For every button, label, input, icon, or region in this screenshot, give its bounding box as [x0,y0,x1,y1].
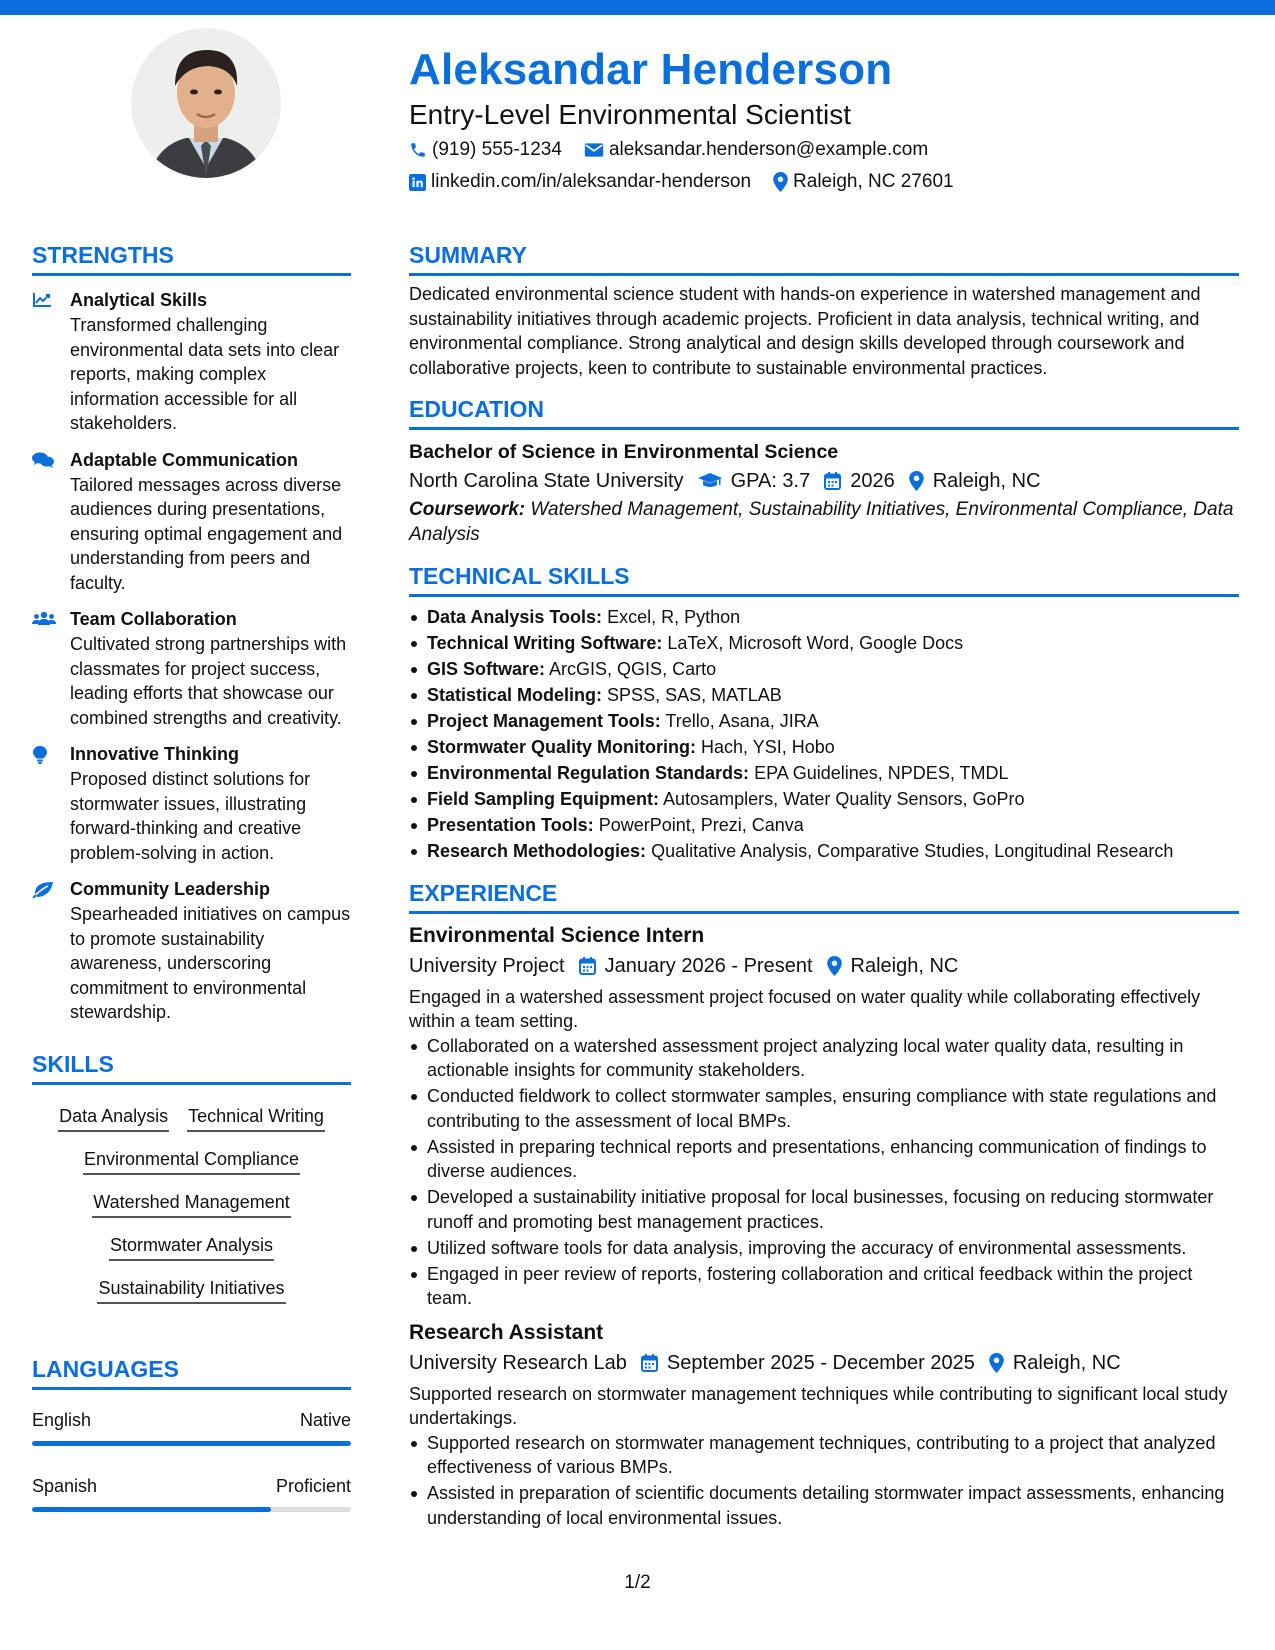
list-item: Research Methodologies: Qualitative Analysis, Comparative Studies, Longitudinal Research [409,839,1239,864]
coursework [409,498,1239,547]
phone-text: (919) 555-1234 [432,139,562,160]
graduation-year: 2026 [850,470,895,492]
experience-heading: EXPERIENCE [409,878,1239,914]
contact-row-1 [409,135,1239,165]
strength-desc: Spearheaded initiatives on campus to promote sustainability awareness, underscoring commitment to environmental stewardship. [70,904,351,1022]
chart-line-icon [32,292,52,308]
skills-list [32,1097,351,1312]
candidate-name: Aleksandar Henderson [409,45,893,94]
list-item: Assisted in preparing technical reports and presentations, enhancing communication of findings to diverse audiences. [409,1135,1239,1184]
gpa-text: GPA: 3.7 [730,470,811,492]
list-item: Supported research on stormwater management techniques, contributing to a project that analyzed effectiveness of various BMPs. [409,1431,1239,1480]
profile-photo [131,28,281,178]
list-item: Collaborated on a watershed assessment project analyzing local water quality data, resulting in actionable insights for community stakeholders. [409,1034,1239,1083]
phone-icon [409,141,427,159]
list-item: Stormwater Quality Monitoring: Hach, YSI, Hobo [409,735,1239,760]
list-item: Presentation Tools: PowerPoint, Prezi, Canva [409,813,1239,838]
list-item: Field Sampling Equipment: Autosamplers, Water Quality Sensors, GoPro [409,787,1239,812]
language-bar-fill [32,1441,351,1446]
technical-skills-section [409,561,1239,864]
list-item: GIS Software: ArcGIS, QGIS, Carto [409,657,1239,682]
resume-header [409,44,1239,197]
envelope-icon [584,142,604,158]
job-bullets [409,1034,1239,1311]
coursework-list: Watershed Management, Sustainability Initiatives, Environmental Compliance, Data Analysis [409,499,1234,545]
summary-heading: SUMMARY [409,240,1239,276]
map-pin-icon [909,471,924,491]
strength-title: Analytical Skills [70,290,208,310]
candidate-title: Entry-Level Environmental Scientist [409,99,851,130]
strength-desc: Tailored messages across diverse audiences during presentations, ensuring optimal engagement and understanding from peers and faculty. [70,474,343,593]
strength-desc: Cultivated strong partnerships with classmates for project success, leading efforts that showcase our combined strengths and creativity. [70,634,347,728]
language-bar [32,1441,351,1446]
list-item: Project Management Tools: Trello, Asana, JIRA [409,709,1239,734]
chat-bubbles-icon [32,452,54,468]
list-item: Conducted fieldwork to collect stormwater samples, ensuring compliance with state regulations and contributing to the assessment of local BMPs. [409,1084,1239,1133]
calendar-icon [824,472,841,490]
job-bullets [409,1431,1239,1531]
strength-title: Team Collaboration [70,609,237,629]
language-item [32,1408,351,1446]
job-description: Engaged in a watershed assessment project focused on water quality while collaborating effectively within a team setting. [409,986,1201,1031]
job-dates: September 2025 - December 2025 [666,1351,975,1374]
languages-heading: LANGUAGES [32,1354,351,1390]
strength-item [32,607,351,730]
list-item: Statistical Modeling: SPSS, SAS, MATLAB [409,683,1239,708]
skill-tag: Technical Writing [187,1103,325,1132]
strength-item [32,742,351,865]
map-pin-icon [827,956,842,976]
left-column [32,240,351,1512]
users-icon [32,611,56,627]
graduation-cap-icon [698,473,722,490]
language-level: Native [299,1409,351,1430]
job-title: Environmental Science Intern [409,923,705,947]
map-pin-icon [989,1353,1004,1373]
job-dates: January 2026 - Present [604,954,813,977]
linkedin-contact[interactable] [409,167,751,197]
language-level: Proficient [275,1475,351,1496]
skills-heading: SKILLS [32,1049,351,1085]
job-org: University Research Lab [409,1351,627,1374]
education-meta [409,466,1239,496]
skill-tag: Environmental Compliance [83,1146,300,1175]
job-org: University Project [409,954,565,977]
language-name: English [32,1409,92,1430]
summary-text: Dedicated environmental science student with hands-on experience in watershed management and sustainability initiatives through academic projects. Proficient in data analysis, technical writing, and environmental compliance. Strong analytical and design skills developed through coursework and collaborative projects, keen to contribute to sustainable environmental practices. [409,284,1201,378]
skill-tag: Stormwater Analysis [109,1232,274,1261]
location-text: Raleigh, NC 27601 [793,171,954,192]
linkedin-icon [409,174,426,191]
top-accent-bar [0,0,1275,15]
email-contact[interactable] [584,135,928,165]
coursework-label: Coursework: [409,499,526,520]
degree-title: Bachelor of Science in Environmental Science [409,441,839,463]
list-item: Developed a sustainability initiative proposal for local businesses, focusing on reducing stormwater runoff and promoting best management practices. [409,1185,1239,1234]
skill-tag: Data Analysis [58,1103,169,1132]
linkedin-text: linkedin.com/in/aleksandar-henderson [431,171,752,192]
job-meta [409,951,1239,981]
calendar-icon [641,1354,658,1372]
list-item: Technical Writing Software: LaTeX, Microsoft Word, Google Docs [409,631,1239,656]
strength-item [32,288,351,436]
skill-tag: Watershed Management [92,1189,290,1218]
lightbulb-icon [32,746,48,764]
phone-contact[interactable] [409,135,562,165]
job-meta [409,1348,1239,1378]
education-location: Raleigh, NC [932,470,1041,492]
job-location: Raleigh, NC [850,954,959,977]
location-contact [773,167,954,197]
school-name: North Carolina State University [409,470,684,492]
leaf-icon [32,881,54,899]
technical-skills-heading: TECHNICAL SKILLS [409,561,1239,597]
contact-row-2 [409,167,1239,197]
list-item: Environmental Regulation Standards: EPA Guidelines, NPDES, TMDL [409,761,1239,786]
strength-item [32,877,351,1025]
language-name: Spanish [32,1475,98,1496]
list-item: Engaged in peer review of reports, fostering collaboration and critical feedback within the project team. [409,1262,1239,1311]
strength-item [32,448,351,596]
job-location: Raleigh, NC [1012,1351,1121,1374]
strength-desc: Proposed distinct solutions for stormwater issues, illustrating forward-thinking and creative problem-solving in action. [70,769,311,863]
experience-section [409,878,1239,1531]
map-pin-icon [773,172,788,192]
right-column [409,240,1239,1544]
job-entry [409,921,1239,1311]
technical-skills-list [409,605,1239,864]
education-heading: EDUCATION [409,394,1239,430]
strength-title: Community Leadership [70,879,271,899]
language-item [32,1474,351,1512]
email-text: aleksandar.henderson@example.com [608,139,929,160]
summary-section [409,240,1239,380]
job-title: Research Assistant [409,1320,604,1344]
list-item: Data Analysis Tools: Excel, R, Python [409,605,1239,630]
list-item: Utilized software tools for data analysis, improving the accuracy of environmental assessments. [409,1236,1239,1261]
skill-tag: Sustainability Initiatives [97,1275,285,1304]
language-bar [32,1507,351,1512]
job-description: Supported research on stormwater management techniques while contributing to significant local study undertakings. [409,1383,1228,1428]
education-section [409,394,1239,547]
strength-title: Adaptable Communication [70,449,299,470]
strength-title: Innovative Thinking [70,744,240,764]
list-item: Assisted in preparation of scientific documents detailing stormwater impact assessments, enhancing understanding of local environmental issues. [409,1481,1239,1530]
job-entry [409,1318,1239,1531]
page-number: 1/2 [624,1572,651,1593]
language-bar-fill [32,1507,271,1512]
strengths-heading: STRENGTHS [32,240,351,276]
calendar-icon [579,957,596,975]
strength-desc: Transformed challenging environmental data sets into clear reports, making complex information accessible for all stakeholders. [70,315,340,433]
